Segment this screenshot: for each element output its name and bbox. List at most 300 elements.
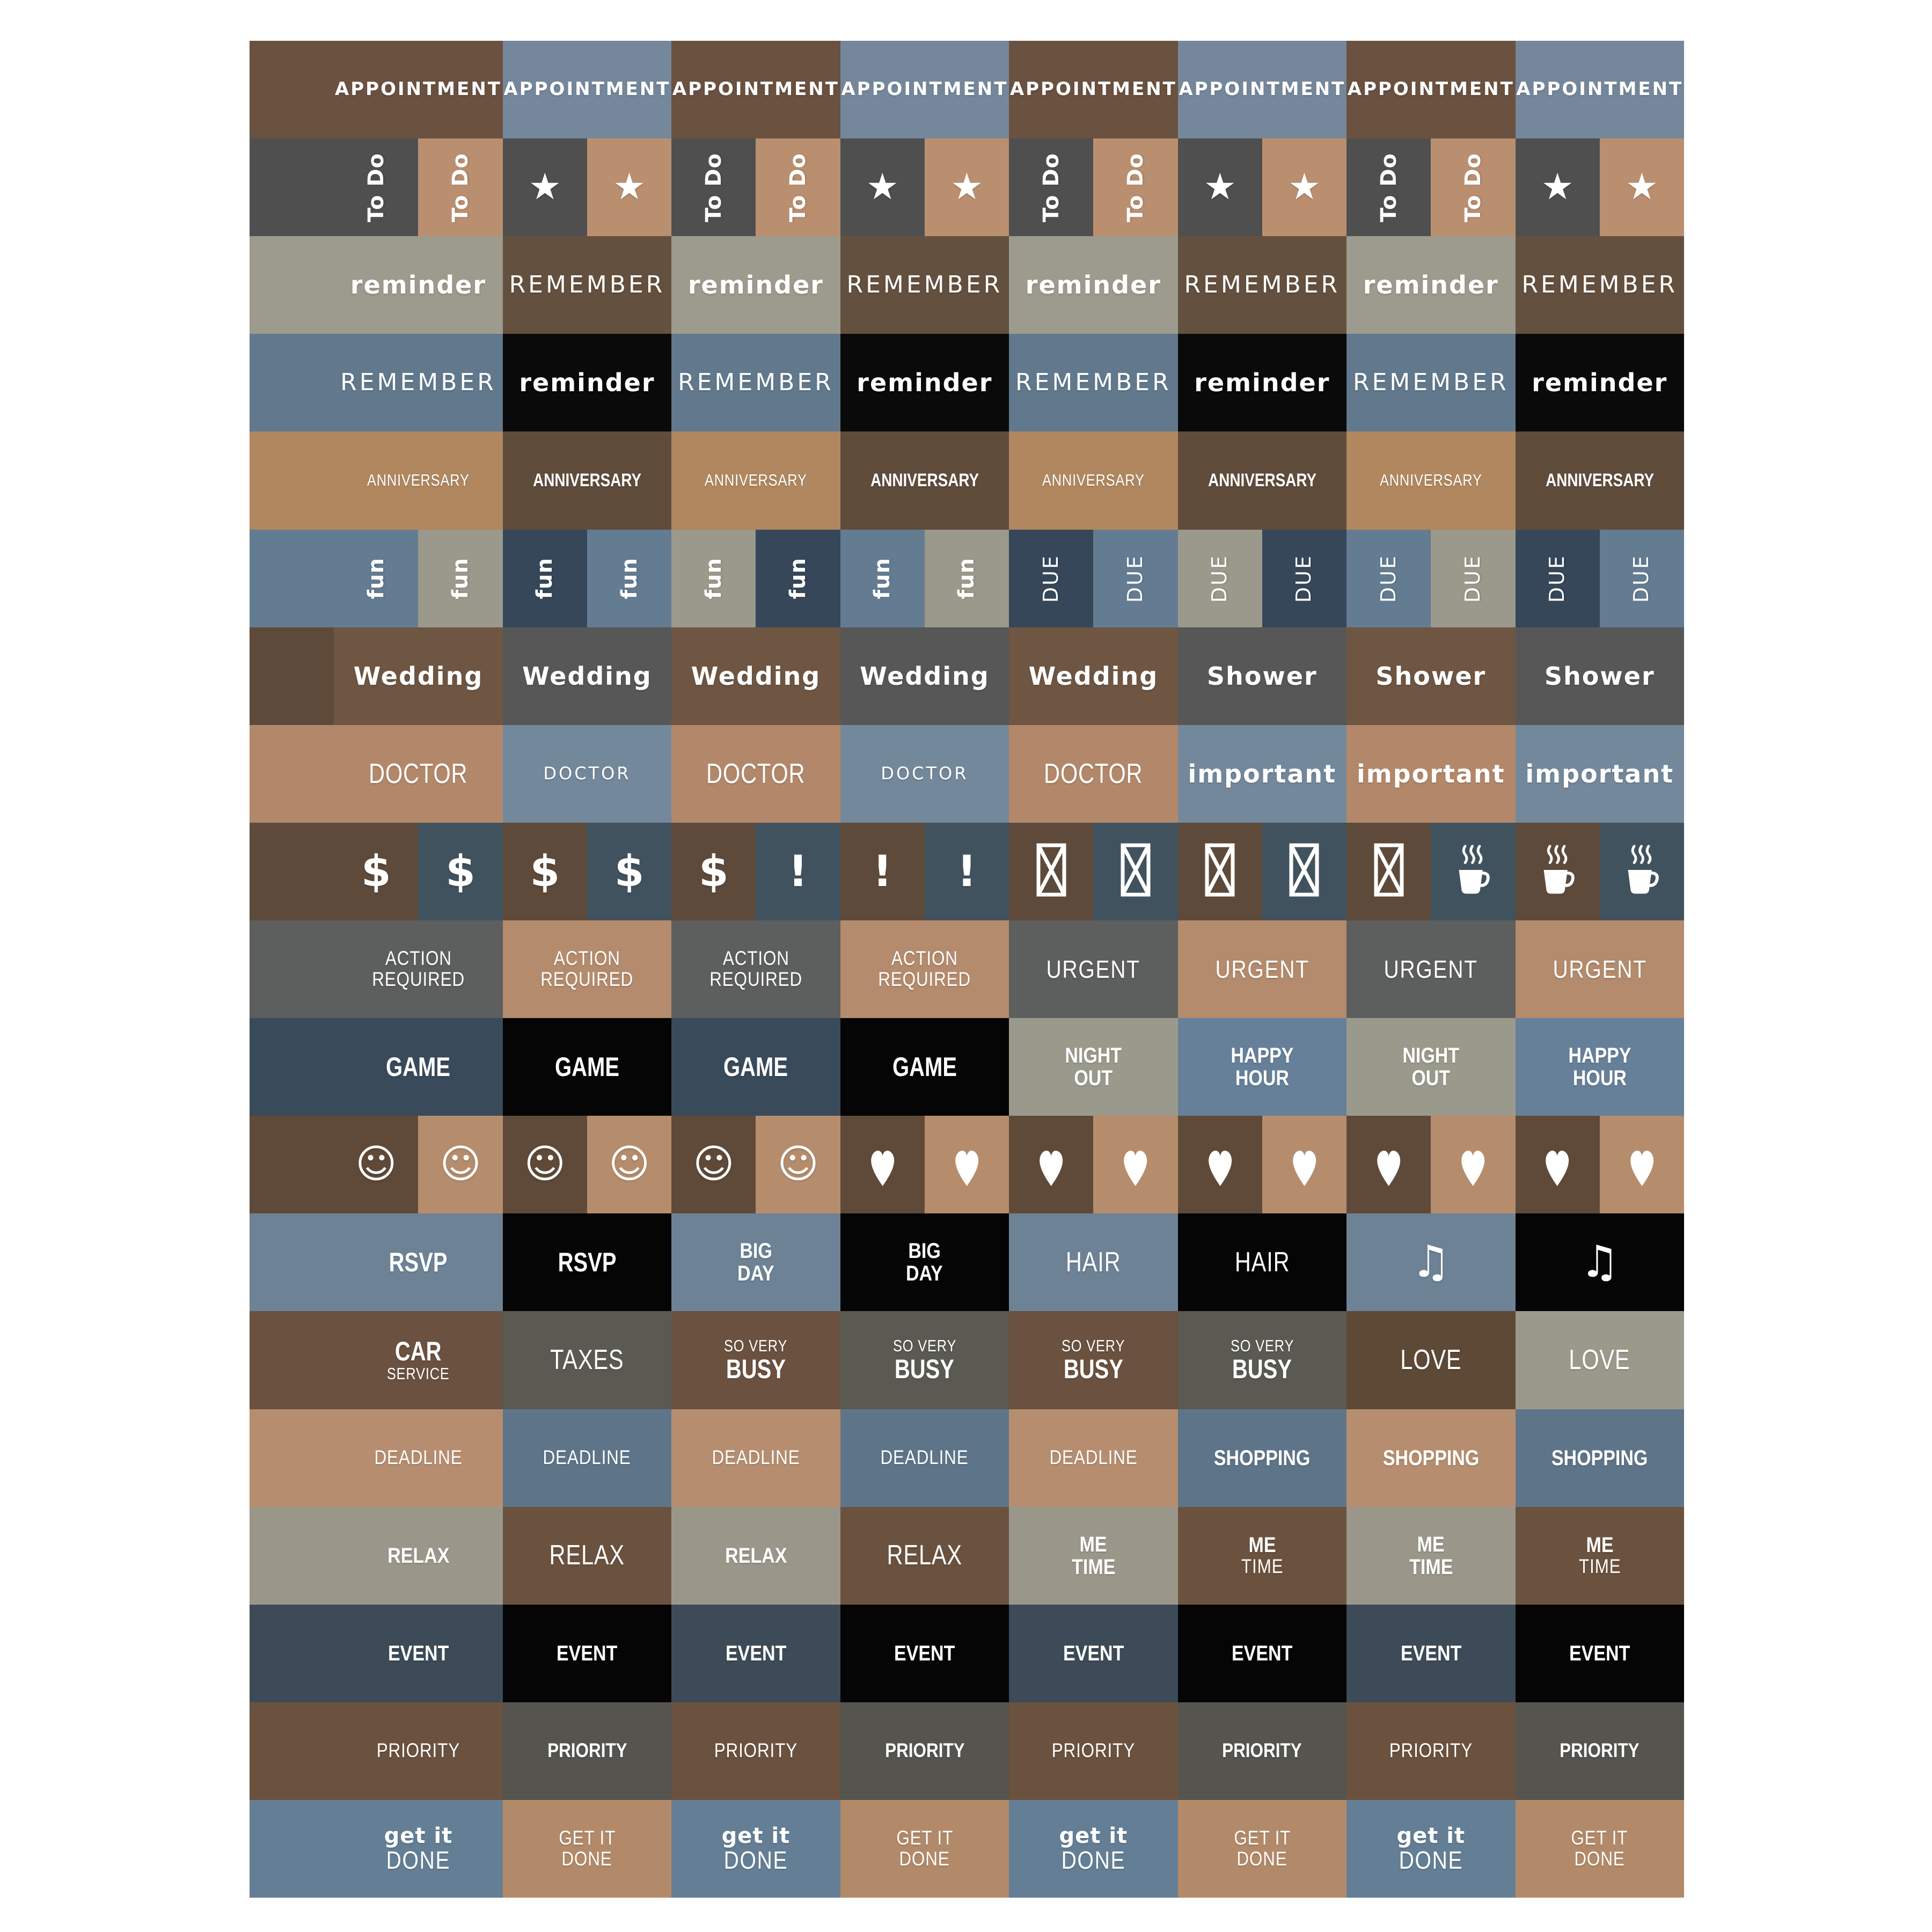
- heart-icon: [1119, 1139, 1152, 1191]
- sticker-shower: [1516, 627, 1684, 725]
- sticker-to-do: [418, 138, 502, 236]
- sticker-so-very-busy-label: BUSY: [1063, 1353, 1123, 1384]
- sticker-priority-label: PRIORITY: [376, 1739, 460, 1762]
- sticker-anniversary-label: ANNIVERSARY: [367, 471, 470, 490]
- sticker-doctor-label: DOCTOR: [706, 758, 806, 789]
- sticker-deadline-label: DEADLINE: [1049, 1446, 1138, 1469]
- sticker-heart: [1346, 1116, 1431, 1213]
- smiley-icon: ☺: [440, 1141, 481, 1188]
- sticker-deadline: [503, 1409, 671, 1507]
- sticker-get-it-done-label: DONE: [1574, 1848, 1625, 1870]
- sticker-relax-label: RELAX: [387, 1543, 450, 1568]
- sticker-envelope: [1009, 823, 1093, 920]
- sticker-appointment: [334, 41, 502, 138]
- edge-strip: [250, 725, 334, 823]
- sticker-doctor: [1009, 725, 1177, 823]
- sticker-reminder: [503, 334, 671, 431]
- sticker-wedding: [1009, 627, 1177, 725]
- envelope-icon: [1374, 843, 1404, 899]
- sticker-game-label: GAME: [723, 1051, 788, 1082]
- sticker-remember-label: REMEMBER: [1184, 271, 1341, 299]
- smiley-icon: ☺: [608, 1141, 650, 1188]
- sticker-priority-label: PRIORITY: [1389, 1739, 1473, 1762]
- sticker-get-it-done: [840, 1800, 1009, 1898]
- sticker-row-event: [250, 1605, 1684, 1702]
- star-icon: ★: [1287, 166, 1321, 209]
- heart-icon: [1035, 1139, 1067, 1191]
- sticker-remember: [671, 334, 840, 431]
- sticker-music: [1516, 1213, 1684, 1311]
- star-icon: ★: [1203, 166, 1236, 209]
- sticker-car-service-label: SERVICE: [387, 1364, 450, 1384]
- sticker-remember: [1178, 236, 1346, 334]
- sticker-doctor-label: DOCTOR: [881, 763, 969, 784]
- sticker-action-required-label: ACTION: [553, 947, 620, 970]
- edge-strip: [250, 1507, 334, 1605]
- envelope-icon: [1121, 843, 1151, 899]
- sticker-remember: [1516, 236, 1684, 334]
- sticker-fun: [334, 530, 418, 627]
- heart-icon: [1288, 1139, 1321, 1191]
- sticker-urgent: [1009, 920, 1177, 1018]
- sticker-row-rsvp-bigday-hair-music: [250, 1213, 1684, 1311]
- sticker-anniversary: [840, 431, 1009, 529]
- sticker-deadline: [334, 1409, 502, 1507]
- sticker-priority: [1346, 1702, 1515, 1800]
- sticker-car-service-label: CAR: [395, 1336, 442, 1366]
- sticker-reminder-label: reminder: [687, 270, 824, 300]
- sticker-anniversary-label: ANNIVERSARY: [1208, 470, 1316, 491]
- sticker-heart: [1262, 1116, 1346, 1213]
- sticker-appointment: [840, 41, 1009, 138]
- sticker-envelope: [1346, 823, 1431, 920]
- sticker-due-label: DUE: [1545, 554, 1569, 603]
- sticker-row-priority: [250, 1702, 1684, 1800]
- sticker-dollar: [503, 823, 587, 920]
- sticker-shopping: [1346, 1409, 1515, 1507]
- sticker-appointment-label: APPOINTMENT: [672, 78, 839, 100]
- sticker-doctor: [334, 725, 502, 823]
- sticker-big-day-label: DAY: [737, 1262, 774, 1286]
- sticker-important-label: important: [1356, 759, 1505, 788]
- sticker-envelope: [1262, 823, 1346, 920]
- sticker-coffee: [1516, 823, 1600, 920]
- sticker-star: [1600, 138, 1684, 236]
- sticker-important-label: important: [1525, 759, 1674, 788]
- sticker-game: [503, 1018, 671, 1116]
- sticker-night-out-label: OUT: [1411, 1066, 1451, 1091]
- sticker-to-do-label: To Do: [448, 152, 473, 222]
- sticker-due-label: DUE: [1376, 554, 1400, 603]
- sticker-action-required: [503, 920, 671, 1018]
- sticker-action-required-label: ACTION: [722, 947, 789, 970]
- sticker-deadline-label: DEADLINE: [374, 1446, 463, 1469]
- sticker-action-required-label: REQUIRED: [372, 968, 465, 991]
- sticker-wedding: [503, 627, 671, 725]
- sticker-due-label: DUE: [1123, 554, 1147, 603]
- dollar-icon: $: [361, 846, 391, 896]
- sticker-game: [671, 1018, 840, 1116]
- smiley-icon: ☺: [693, 1141, 735, 1188]
- sticker-priority: [1178, 1702, 1346, 1800]
- sticker-game-label: GAME: [554, 1051, 619, 1082]
- sticker-get-it-done: [1009, 1800, 1177, 1898]
- sticker-night-out-label: NIGHT: [1402, 1044, 1460, 1068]
- sticker-appointment-label: APPOINTMENT: [1516, 78, 1684, 100]
- sticker-action-required-label: ACTION: [385, 947, 452, 970]
- sticker-fun-label: fun: [701, 557, 726, 599]
- sticker-event: [503, 1605, 671, 1702]
- smiley-icon: ☺: [524, 1141, 566, 1188]
- sticker-to-do-label: To Do: [786, 152, 811, 222]
- sticker-big-day: [840, 1213, 1009, 1311]
- sticker-row-to-do-star: [250, 138, 1684, 236]
- edge-strip: [250, 1702, 334, 1800]
- sticker-get-it-done-label: DONE: [899, 1848, 950, 1870]
- sticker-anniversary: [1516, 431, 1684, 529]
- sticker-envelope: [1178, 823, 1262, 920]
- exclamation-icon: !: [957, 846, 977, 896]
- sticker-love-label: LOVE: [1400, 1344, 1462, 1376]
- sticker-appointment: [1178, 41, 1346, 138]
- sticker-envelope: [1093, 823, 1177, 920]
- sticker-wedding-label: Wedding: [353, 661, 484, 691]
- sticker-heart: [1178, 1116, 1262, 1213]
- sticker-get-it-done-label: DONE: [386, 1846, 451, 1874]
- sticker-get-it-done-label: get it: [721, 1823, 791, 1848]
- sticker-rsvp-label: RSVP: [558, 1247, 617, 1278]
- sticker-me-time-label: TIME: [1578, 1555, 1621, 1578]
- smiley-icon: ☺: [355, 1141, 397, 1188]
- sticker-relax: [840, 1507, 1009, 1605]
- star-icon: ★: [528, 166, 561, 209]
- sticker-urgent: [1346, 920, 1515, 1018]
- edge-strip: [250, 431, 334, 529]
- sticker-action-required-label: ACTION: [891, 947, 958, 970]
- sticker-so-very-busy-label: SO VERY: [724, 1336, 788, 1355]
- sticker-wedding: [334, 627, 502, 725]
- sticker-due-label: DUE: [1208, 554, 1232, 603]
- sticker-event: [1516, 1605, 1684, 1702]
- sticker-smiley: [587, 1116, 671, 1213]
- sticker-shopping-label: SHOPPING: [1214, 1446, 1311, 1470]
- sticker-get-it-done-label: DONE: [561, 1848, 613, 1870]
- sticker-night-out: [1009, 1018, 1177, 1116]
- sticker-to-do-label: To Do: [701, 152, 726, 222]
- sticker-remember-label: REMEMBER: [340, 369, 496, 397]
- sticker-star: [1262, 138, 1346, 236]
- sticker-heart: [840, 1116, 925, 1213]
- sticker-anniversary: [671, 431, 840, 529]
- sticker-fun: [587, 530, 671, 627]
- sticker-to-do: [1009, 138, 1093, 236]
- edge-strip: [250, 1018, 334, 1116]
- exclamation-icon: !: [788, 846, 808, 896]
- sticker-anniversary: [1178, 431, 1346, 529]
- sticker-happy-hour-label: HOUR: [1235, 1066, 1289, 1091]
- sticker-urgent-label: URGENT: [1384, 955, 1478, 983]
- sticker-shower-label: Shower: [1206, 661, 1318, 691]
- sticker-doctor-label: DOCTOR: [369, 758, 468, 789]
- sticker-row-relax-metime: [250, 1507, 1684, 1605]
- sticker-reminder: [1178, 334, 1346, 431]
- sticker-happy-hour-label: HOUR: [1572, 1066, 1627, 1091]
- sticker-wedding: [671, 627, 840, 725]
- sticker-appointment-label: APPOINTMENT: [503, 78, 671, 100]
- sticker-action-required-label: REQUIRED: [540, 968, 634, 991]
- sticker-car-service: [334, 1311, 502, 1409]
- sticker-sheet: [250, 41, 1684, 1898]
- edge-strip: [250, 1800, 334, 1898]
- sticker-me-time: [1516, 1507, 1684, 1605]
- sticker-deadline-label: DEADLINE: [712, 1446, 800, 1469]
- sticker-heart: [1431, 1116, 1515, 1213]
- sticker-fun: [418, 530, 502, 627]
- sticker-anniversary: [503, 431, 671, 529]
- sticker-game: [840, 1018, 1009, 1116]
- coffee-icon: [1453, 843, 1493, 899]
- sticker-game: [334, 1018, 502, 1116]
- sticker-get-it-done-label: get it: [1059, 1823, 1128, 1848]
- sticker-to-do: [671, 138, 756, 236]
- sticker-so-very-busy-label: SO VERY: [1230, 1336, 1294, 1355]
- sticker-anniversary-label: ANNIVERSARY: [1379, 471, 1482, 490]
- edge-strip: [250, 1213, 334, 1311]
- sticker-event-label: EVENT: [387, 1641, 449, 1665]
- envelope-icon: [1289, 843, 1319, 899]
- sticker-exclamation: [756, 823, 840, 920]
- sticker-love: [1346, 1311, 1515, 1409]
- sticker-important: [1178, 725, 1346, 823]
- sticker-priority: [840, 1702, 1009, 1800]
- sticker-priority: [1009, 1702, 1177, 1800]
- sticker-wedding-label: Wedding: [522, 661, 652, 691]
- star-icon: ★: [950, 166, 983, 209]
- sticker-exclamation: [840, 823, 925, 920]
- envelope-icon: [1205, 843, 1235, 899]
- sticker-priority-label: PRIORITY: [884, 1739, 965, 1762]
- sticker-wedding-label: Wedding: [691, 661, 821, 691]
- sticker-exclamation: [925, 823, 1009, 920]
- sticker-priority-label: PRIORITY: [1560, 1739, 1640, 1762]
- sticker-get-it-done-label: GET IT: [896, 1827, 953, 1849]
- sticker-due-label: DUE: [1629, 554, 1653, 603]
- sticker-event-label: EVENT: [557, 1641, 618, 1665]
- sticker-shopping: [1178, 1409, 1346, 1507]
- sticker-fun: [503, 530, 587, 627]
- sticker-remember: [503, 236, 671, 334]
- sticker-night-out: [1346, 1018, 1515, 1116]
- heart-icon: [1204, 1139, 1236, 1191]
- heart-icon: [1626, 1139, 1658, 1191]
- sticker-big-day-label: BIG: [908, 1239, 941, 1263]
- sticker-due: [1009, 530, 1093, 627]
- edge-strip: [250, 627, 334, 725]
- sticker-shopping: [1516, 1409, 1684, 1507]
- sticker-doctor-label: DOCTOR: [1044, 758, 1143, 789]
- sticker-due-label: DUE: [1460, 554, 1484, 603]
- sticker-shopping-label: SHOPPING: [1552, 1446, 1648, 1470]
- sticker-shower-label: Shower: [1544, 661, 1655, 691]
- sticker-so-very-busy-label: BUSY: [726, 1353, 786, 1384]
- sticker-deadline-label: DEADLINE: [880, 1446, 969, 1469]
- sticker-due: [1093, 530, 1177, 627]
- heart-icon: [950, 1139, 983, 1191]
- sticker-appointment: [1009, 41, 1177, 138]
- star-icon: ★: [613, 166, 646, 209]
- sticker-due: [1178, 530, 1262, 627]
- sticker-urgent-label: URGENT: [1215, 955, 1309, 983]
- sticker-night-out-label: NIGHT: [1065, 1044, 1122, 1068]
- sticker-appointment: [1516, 41, 1684, 138]
- sticker-anniversary-label: ANNIVERSARY: [705, 471, 807, 490]
- sticker-anniversary: [1346, 431, 1515, 529]
- sticker-priority-label: PRIORITY: [547, 1739, 627, 1762]
- sticker-taxes-label: TAXES: [550, 1344, 624, 1376]
- sticker-doctor-label: DOCTOR: [543, 763, 631, 784]
- sticker-appointment: [671, 41, 840, 138]
- sticker-event: [840, 1605, 1009, 1702]
- sticker-remember-label: REMEMBER: [509, 271, 665, 299]
- sticker-get-it-done-label: DONE: [723, 1846, 788, 1874]
- sticker-heart: [925, 1116, 1009, 1213]
- sticker-me-time: [1178, 1507, 1346, 1605]
- sticker-reminder-label: reminder: [1025, 270, 1161, 300]
- sticker-deadline-label: DEADLINE: [543, 1446, 631, 1469]
- sticker-smiley: [334, 1116, 418, 1213]
- sticker-shower: [1178, 627, 1346, 725]
- sticker-doctor: [840, 725, 1009, 823]
- edge-strip: [250, 920, 334, 1018]
- sticker-remember: [840, 236, 1009, 334]
- sticker-priority: [503, 1702, 671, 1800]
- sticker-fun: [925, 530, 1009, 627]
- star-icon: ★: [1541, 166, 1574, 209]
- sticker-so-very-busy-label: BUSY: [1232, 1353, 1292, 1384]
- sticker-urgent-label: URGENT: [1046, 955, 1140, 983]
- sticker-me-time: [1346, 1507, 1515, 1605]
- edge-strip: [250, 1409, 334, 1507]
- sticker-reminder: [1516, 334, 1684, 431]
- sticker-urgent: [1516, 920, 1684, 1018]
- heart-icon: [1541, 1139, 1574, 1191]
- sticker-get-it-done: [503, 1800, 671, 1898]
- sticker-to-do-label: To Do: [1460, 152, 1485, 222]
- sticker-get-it-done: [1516, 1800, 1684, 1898]
- sticker-anniversary-label: ANNIVERSARY: [1545, 470, 1654, 491]
- sticker-fun-label: fun: [617, 557, 642, 599]
- sticker-important: [1516, 725, 1684, 823]
- sticker-so-very-busy-label: SO VERY: [892, 1336, 957, 1355]
- sticker-event: [334, 1605, 502, 1702]
- sticker-remember-label: REMEMBER: [1521, 271, 1678, 299]
- sticker-star: [1516, 138, 1600, 236]
- sticker-shower: [1346, 627, 1515, 725]
- sticker-star: [587, 138, 671, 236]
- sticker-get-it-done-label: get it: [1396, 1823, 1466, 1848]
- sticker-reminder-label: reminder: [1363, 270, 1499, 300]
- sticker-wedding-label: Wedding: [860, 661, 990, 691]
- sticker-so-very-busy: [1009, 1311, 1177, 1409]
- sticker-so-very-busy: [840, 1311, 1009, 1409]
- sticker-relax: [503, 1507, 671, 1605]
- sticker-priority: [334, 1702, 502, 1800]
- sticker-anniversary-label: ANNIVERSARY: [870, 470, 979, 491]
- sticker-event-label: EVENT: [1063, 1641, 1124, 1665]
- edge-strip: [250, 823, 334, 920]
- sticker-big-day: [671, 1213, 840, 1311]
- sticker-relax-label: RELAX: [724, 1543, 787, 1568]
- sticker-row-game-night-happy: [250, 1018, 1684, 1116]
- sticker-dollar: [418, 823, 502, 920]
- sticker-star: [503, 138, 587, 236]
- sticker-happy-hour-label: HAPPY: [1231, 1044, 1294, 1068]
- sticker-get-it-done: [1346, 1800, 1515, 1898]
- sticker-remember: [334, 334, 502, 431]
- sticker-smiley: [756, 1116, 840, 1213]
- sticker-row-reminder-remember: [250, 236, 1684, 334]
- sticker-event: [1009, 1605, 1177, 1702]
- sticker-happy-hour: [1516, 1018, 1684, 1116]
- edge-strip: [250, 334, 334, 431]
- sticker-music: [1346, 1213, 1515, 1311]
- sticker-fun-label: fun: [363, 557, 389, 599]
- sticker-fun-label: fun: [786, 557, 811, 599]
- sticker-hair: [1009, 1213, 1177, 1311]
- dollar-icon: $: [445, 846, 475, 896]
- sticker-love-label: LOVE: [1569, 1344, 1630, 1376]
- sticker-reminder: [1346, 236, 1515, 334]
- sticker-doctor: [503, 725, 671, 823]
- sticker-action-required-label: REQUIRED: [709, 968, 802, 991]
- sticker-fun-label: fun: [870, 557, 895, 599]
- sticker-big-day-label: DAY: [906, 1262, 943, 1286]
- sticker-doctor: [671, 725, 840, 823]
- sticker-action-required: [671, 920, 840, 1018]
- sticker-row-appointment: [250, 41, 1684, 138]
- sticker-to-do-label: To Do: [1123, 152, 1148, 222]
- sticker-heart: [1093, 1116, 1177, 1213]
- sticker-due: [1431, 530, 1515, 627]
- sticker-action-required-label: REQUIRED: [878, 968, 971, 991]
- sticker-star: [925, 138, 1009, 236]
- sticker-so-very-busy-label: SO VERY: [1062, 1336, 1125, 1355]
- sticker-night-out-label: OUT: [1074, 1066, 1113, 1091]
- sticker-relax: [334, 1507, 502, 1605]
- sticker-action-required: [334, 920, 502, 1018]
- sticker-deadline: [671, 1409, 840, 1507]
- sticker-row-remember-reminder: [250, 334, 1684, 431]
- sticker-remember-label: REMEMBER: [1352, 369, 1509, 397]
- edge-strip: [250, 138, 334, 236]
- sticker-shower-label: Shower: [1375, 661, 1487, 691]
- sticker-appointment: [503, 41, 671, 138]
- sticker-to-do: [1346, 138, 1431, 236]
- sticker-heart: [1009, 1116, 1093, 1213]
- sticker-hair: [1178, 1213, 1346, 1311]
- sticker-dollar: [587, 823, 671, 920]
- dollar-icon: $: [530, 846, 560, 896]
- sticker-get-it-done: [671, 1800, 840, 1898]
- sticker-row-smiley-heart: [250, 1116, 1684, 1213]
- sticker-fun: [671, 530, 756, 627]
- sticker-get-it-done-label: GET IT: [1571, 1827, 1628, 1849]
- dollar-icon: $: [614, 846, 645, 896]
- sticker-due: [1516, 530, 1600, 627]
- sticker-relax: [671, 1507, 840, 1605]
- sticker-me-time-label: TIME: [1409, 1555, 1453, 1579]
- sticker-appointment: [1346, 41, 1515, 138]
